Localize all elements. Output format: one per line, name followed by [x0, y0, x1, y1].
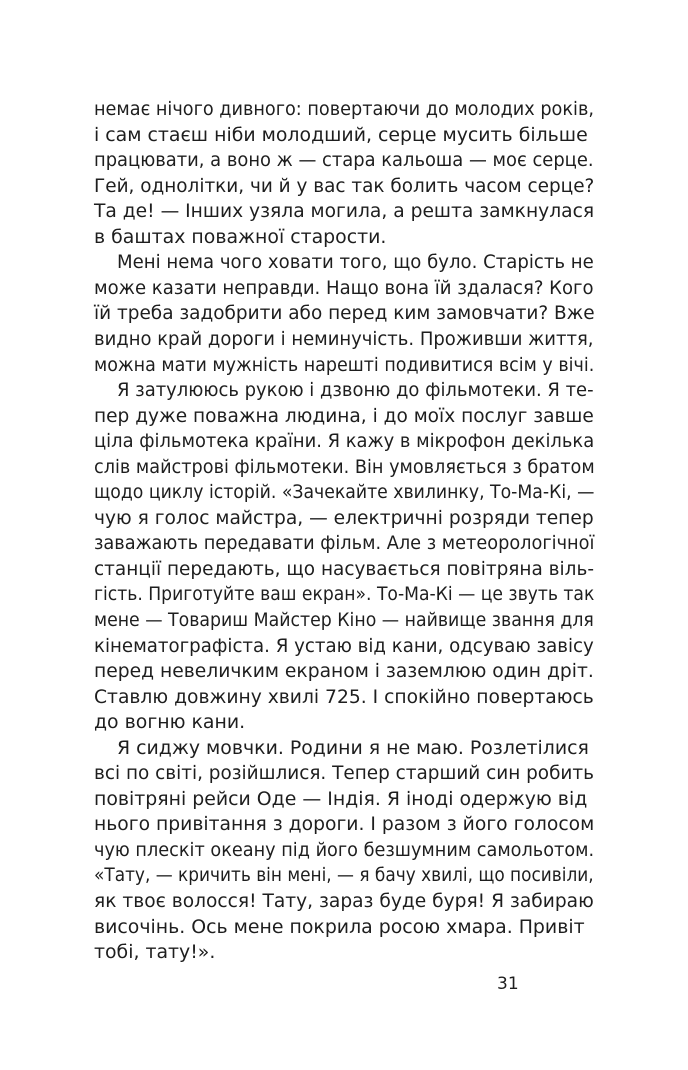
- text-line: височінь. Ось мене покрила росою хмара. Привіт: [94, 915, 585, 938]
- text-line: може казати неправди. Нащо вона їй здалася? Кого: [94, 276, 594, 299]
- text-line: можна мати мужність нарешті подивитися всім у вічі.: [94, 353, 595, 376]
- text-line: в баштах поважної старости.: [94, 225, 387, 248]
- text-line: Ставлю довжину хвилі 725. І спокійно повертаюсь: [94, 685, 594, 708]
- text-line: чую плескіт океану під його безшумним самольотом.: [94, 838, 595, 861]
- text-line: чую я голос майстра, — електричні розряди тепер: [94, 506, 594, 529]
- text-line: Та де! — Інших узяла могила, а решта замкнулася: [94, 200, 595, 223]
- text-line: працювати, а воно ж — стара кальоша — моє серце.: [94, 149, 594, 172]
- text-line: видно край дороги і неминучість. Проживши життя,: [94, 327, 594, 350]
- text-line: як твоє волосся! Тату, зараз буде буря! Я забираю: [94, 889, 594, 912]
- text-line: щодо циклу історій. «Зачекайте хвилинку, То-Ма-Кі, —: [94, 481, 595, 504]
- text-line: повітряні рейси Оде — Індія. Я іноді одержую від: [94, 787, 588, 810]
- text-line: їй треба задобрити або перед ким замовчати? Вже: [94, 302, 595, 325]
- text-line: всі по світі, розійшлися. Тепер старший син робить: [94, 762, 594, 785]
- text-line: Мені нема чого ховати того, що було. Старість не: [117, 251, 594, 274]
- text-line: до вогню кани.: [94, 711, 246, 734]
- text-line: станції передають, що насувається повітряна віль-: [94, 557, 594, 580]
- text-line: Я затулююсь рукою і дзвоню до фільмотеки. Я те-: [117, 379, 594, 401]
- text-line: і сам стаєш ніби молодший, серце мусить більше: [94, 123, 588, 146]
- page-number: 31: [497, 974, 519, 994]
- text-line: Я сиджу мовчки. Родини я не маю. Розлетілися: [117, 736, 589, 759]
- text-line: тобі, тату!».: [94, 941, 216, 963]
- text-line: гість. Приготуйте ваш екран». То-Ма-Кі — це звуть так: [94, 583, 595, 606]
- text-line: перед невеличким екраном і заземлюю один дріт.: [94, 660, 594, 682]
- text-line: пер дуже поважна людина, і до моїх послуг завше: [94, 404, 594, 427]
- text-line: кінематографіста. Я устаю від кани, одсуваю завісу: [94, 634, 594, 657]
- text-line: мене — Товариш Майстер Кіно — найвище звання для: [94, 608, 594, 631]
- text-line: немає нічого дивного: повертаючи до молодих років,: [94, 98, 594, 120]
- text-line: Гей, однолітки, чи й у вас так болить часом серце?: [94, 174, 595, 197]
- text-line: ціла фільмотека країни. Я кажу в мікрофон декілька: [94, 430, 595, 453]
- text-line: «Тату, — кричить він мені, — я бачу хвилі, що посивіли,: [94, 864, 594, 887]
- text-line: нього привітання з дороги. І разом з його голосом: [94, 813, 595, 836]
- text-line: слів майстрові фільмотеки. Він умовляється з братом: [94, 455, 595, 478]
- text-line: заважають передавати фільм. Але з метеорологічної: [94, 532, 595, 555]
